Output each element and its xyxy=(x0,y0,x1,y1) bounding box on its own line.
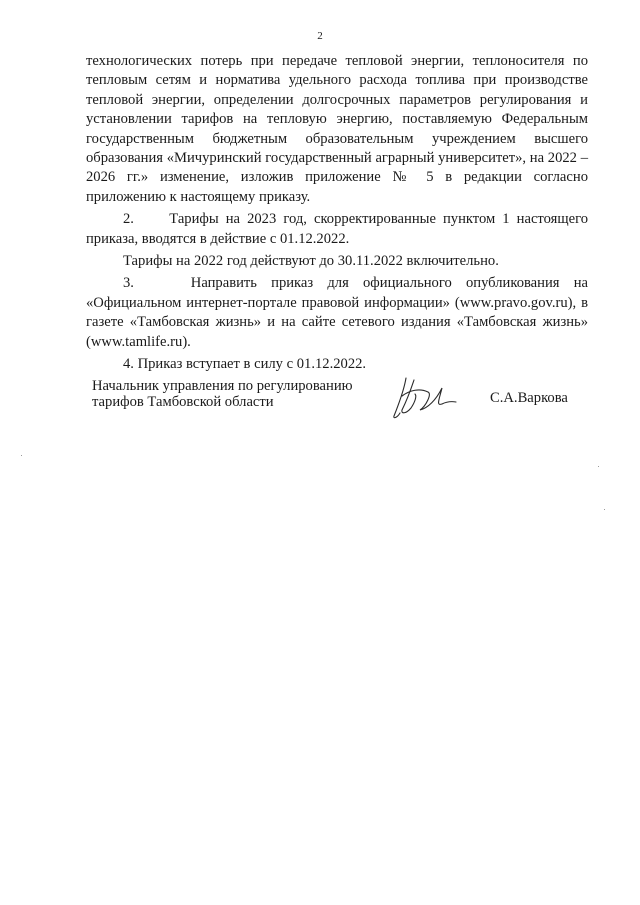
paragraph-1-continuation: технологических потерь при передаче тепловой энергии, теплоносителя по тепловым сетям и норматива удельного расхода топлива при производстве тепловой энергии, определении долгосрочных параметров регулирования и установлении тарифов на тепловую энергию, поставляемую Федеральным государственным бюджетным образовательным учреждением высшего образования «Мичуринский государственный аграрный университет», на 2022 – 2026 гг.» изменение, изложив приложение № 5 в редакции согласно приложению к настоящему приказу. xyxy=(86,53,588,205)
signer-title-line-2: тарифов Тамбовской области xyxy=(92,394,274,410)
paragraph-2: 2. Тарифы на 2023 год, скорректированные пунктом 1 настоящего приказа, вводятся в действие с 01.12.2022. xyxy=(86,211,588,247)
signer-title-line-1: Начальник управления по регулированию xyxy=(92,378,353,394)
signer-name: С.А.Варкова xyxy=(490,390,568,406)
scan-speck xyxy=(21,455,22,456)
document-body xyxy=(86,52,588,375)
paragraph-3: 3. Направить приказ для официального опубликования на «Официальном интернет-портале правовой информации» (www.pravo.gov.ru), в газете «Тамбовская жизнь» и на сайте сетевого издания «Тамбовская жизнь» (www.tamlife.ru). xyxy=(86,275,588,350)
signature-block xyxy=(92,378,592,428)
handwritten-signature xyxy=(384,366,464,426)
signer-title xyxy=(92,378,392,410)
page-number: 2 xyxy=(317,30,323,42)
paragraph-4: 4. Приказ вступает в силу с 01.12.2022. xyxy=(123,356,367,373)
paragraph-2-note: Тарифы на 2022 год действуют до 30.11.2022 включительно. xyxy=(123,253,499,270)
scan-speck xyxy=(604,509,605,510)
scan-speck xyxy=(598,466,599,467)
